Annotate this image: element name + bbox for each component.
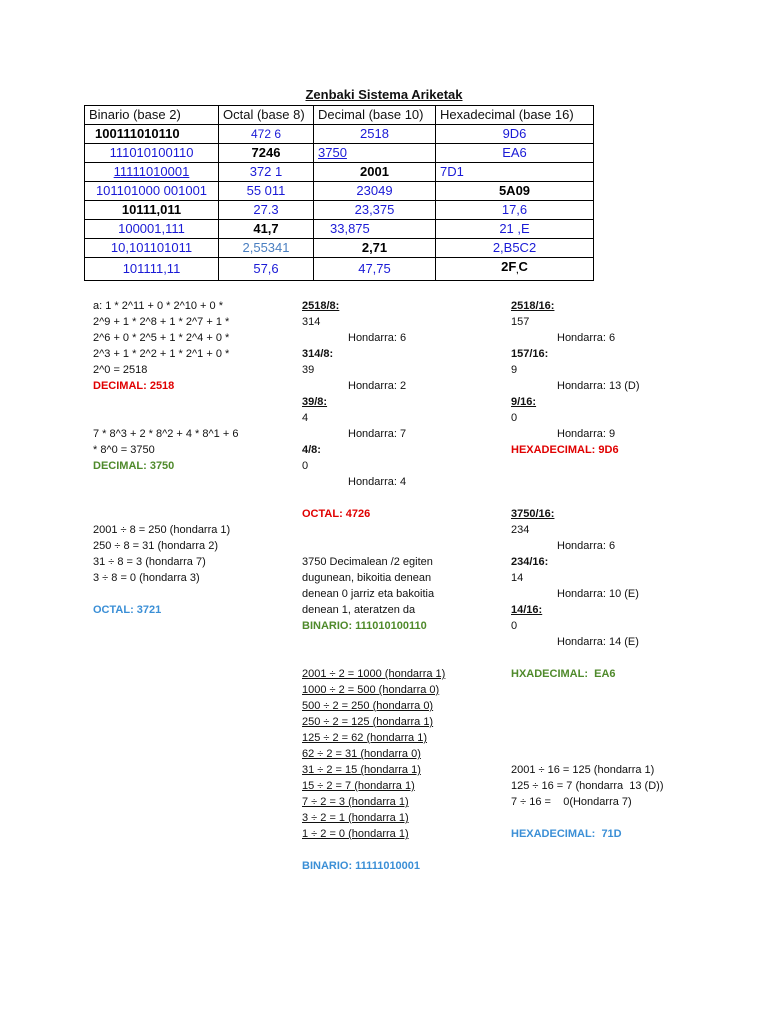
cell-octal: 55 011	[219, 182, 314, 201]
calc-line: 2^3 + 1 * 2^2 + 1 * 2^1 + 0 *	[93, 348, 230, 360]
page-title: Zenbaki Sistema Ariketak	[305, 87, 463, 102]
cell-hexadecimal: 21 ,E	[436, 220, 594, 239]
step-remainder: Hondarra: 6	[348, 332, 407, 344]
cell-binary: 111010100110	[85, 144, 219, 163]
table-row	[85, 144, 594, 163]
table-row	[85, 163, 594, 182]
step-remainder: Hondarra: 6	[557, 540, 616, 552]
step-quotient: 0	[511, 412, 518, 424]
step-header: 3750/16:	[511, 508, 555, 520]
step-remainder: Hondarra: 7	[348, 428, 407, 440]
division-line: 15 ÷ 2 = 7 (hondarra 1)	[302, 780, 415, 792]
cell-binary: 10111,011	[85, 201, 219, 220]
division-line: 2001 ÷ 2 = 1000 (hondarra 1)	[302, 668, 446, 680]
cell-octal: 57,6	[219, 258, 314, 281]
table-row	[85, 182, 594, 201]
calc-line: * 8^0 = 3750	[93, 444, 155, 456]
calc-line: 2^9 + 1 * 2^8 + 1 * 2^7 + 1 *	[93, 316, 230, 328]
result-octal-3721: OCTAL: 3721	[93, 604, 162, 616]
division-line: 2001 ÷ 16 = 125 (hondarra 1)	[511, 764, 655, 776]
step-header: 157/16:	[511, 348, 549, 360]
cell-binary: 11111010001	[85, 163, 219, 182]
calc-line: 7 * 8^3 + 2 * 8^2 + 4 * 8^1 + 6	[93, 428, 239, 440]
calc-line: 2^6 + 0 * 2^5 + 1 * 2^4 + 0 *	[93, 332, 230, 344]
step-header: 234/16:	[511, 556, 549, 568]
cell-decimal: 2,71	[314, 239, 436, 258]
cell-octal: 472 6	[219, 125, 314, 144]
calc-line: 3 ÷ 8 = 0 (hondarra 3)	[93, 572, 200, 584]
step-quotient: 234	[511, 524, 530, 536]
division-line: 31 ÷ 2 = 15 (hondarra 1)	[302, 764, 421, 776]
cell-decimal: 3750	[314, 144, 436, 163]
result-hex-71d: HEXADECIMAL: 71D	[511, 828, 622, 840]
hex-tail: C	[518, 259, 528, 274]
hex-value: 2F	[501, 259, 517, 274]
step-header: 9/16:	[511, 396, 537, 408]
result-hex-ea6: HXADECIMAL: EA6	[511, 668, 616, 680]
calc-line: 2^0 = 2518	[93, 364, 148, 376]
division-line: 125 ÷ 2 = 62 (hondarra 1)	[302, 732, 427, 744]
text-line: denean 0 jarriz eta bakoitia	[302, 588, 435, 600]
result-hex-9d6: HEXADECIMAL: 9D6	[511, 444, 619, 456]
step-remainder: Hondarra: 2	[348, 380, 407, 392]
calc-line: a: 1 * 2^11 + 0 * 2^10 + 0 *	[93, 300, 223, 312]
step-quotient: 0	[511, 620, 518, 632]
header-binary: Binario (base 2)	[85, 106, 219, 125]
division-line: 500 ÷ 2 = 250 (hondarra 0)	[302, 700, 434, 712]
step-header: 4/8:	[302, 444, 321, 456]
calc-line: 31 ÷ 8 = 3 (hondarra 7)	[93, 556, 206, 568]
cell-hexadecimal: 5A09	[436, 182, 594, 201]
cell-decimal: 47,75	[314, 258, 436, 281]
left-column	[93, 298, 293, 618]
cell-octal: 372 1	[219, 163, 314, 182]
result-octal-4726: OCTAL: 4726	[302, 508, 371, 520]
step-quotient: 157	[511, 316, 530, 328]
step-quotient: 39	[302, 364, 315, 376]
cell-decimal: 23049	[314, 182, 436, 201]
cell-hexadecimal: 17,6	[436, 201, 594, 220]
result-binary-3750: BINARIO: 111010100110	[302, 620, 427, 632]
header-octal: Octal (base 8)	[219, 106, 314, 125]
conversion-table	[84, 105, 594, 281]
step-remainder: Hondarra: 14 (E)	[557, 636, 639, 648]
cell-octal: 41,7	[219, 220, 314, 239]
cell-octal: 27.3	[219, 201, 314, 220]
step-header: 2518/8:	[302, 300, 340, 312]
result-decimal-3750: DECIMAL: 3750	[93, 460, 175, 472]
step-remainder: Hondarra: 9	[557, 428, 616, 440]
step-quotient: 9	[511, 364, 518, 376]
cell-binary: 100111010110	[85, 125, 219, 144]
cell-decimal: 2001	[314, 163, 436, 182]
step-remainder: Hondarra: 6	[557, 332, 616, 344]
right-column	[511, 298, 731, 842]
cell-decimal: 23,375	[314, 201, 436, 220]
cell-binary: 101111,11	[85, 258, 219, 281]
cell-binary: 101101000 001001	[85, 182, 219, 201]
step-header: 14/16:	[511, 604, 543, 616]
calc-line: 2001 ÷ 8 = 250 (hondarra 1)	[93, 524, 231, 536]
cell-hexadecimal	[436, 258, 594, 281]
step-header: 39/8:	[302, 396, 328, 408]
cell-hexadecimal: 7D1	[436, 163, 594, 182]
cell-binary: 100001,111	[85, 220, 219, 239]
result-decimal-2518: DECIMAL: 2518	[93, 380, 175, 392]
text-line: dugunean, bikoitia denean	[302, 572, 432, 584]
step-header: 314/8:	[302, 348, 334, 360]
cell-hexadecimal: 9D6	[436, 125, 594, 144]
step-remainder: Hondarra: 10 (E)	[557, 588, 639, 600]
step-quotient: 0	[302, 460, 309, 472]
division-line: 1000 ÷ 2 = 500 (hondarra 0)	[302, 684, 440, 696]
cell-octal: 7246	[219, 144, 314, 163]
step-quotient: 314	[302, 316, 321, 328]
header-decimal: Decimal (base 10)	[314, 106, 436, 125]
text-line: 3750 Decimalean /2 egiten	[302, 556, 433, 568]
division-line: 125 ÷ 16 = 7 (hondarra 13 (D))	[511, 780, 664, 792]
table-row	[85, 125, 594, 144]
step-header: 2518/16:	[511, 300, 555, 312]
middle-column	[302, 298, 502, 874]
division-line: 250 ÷ 2 = 125 (hondarra 1)	[302, 716, 434, 728]
text-line: denean 1, ateratzen da	[302, 604, 416, 616]
cell-binary: 10,101101011	[85, 239, 219, 258]
result-binary-2001: BINARIO: 11111010001	[302, 860, 421, 872]
header-hexadecimal: Hexadecimal (base 16)	[436, 106, 594, 125]
division-line: 3 ÷ 2 = 1 (hondarra 1)	[302, 812, 409, 824]
step-remainder: Hondarra: 13 (D)	[557, 380, 640, 392]
table-row	[85, 258, 594, 281]
calc-line: 250 ÷ 8 = 31 (hondarra 2)	[93, 540, 218, 552]
table-header-row	[85, 106, 594, 125]
division-line: 7 ÷ 2 = 3 (hondarra 1)	[302, 796, 409, 808]
step-remainder: Hondarra: 4	[348, 476, 407, 488]
division-line: 7 ÷ 16 = 0(Hondarra 7)	[511, 796, 632, 808]
step-quotient: 14	[511, 572, 524, 584]
cell-decimal: 2518	[314, 125, 436, 144]
cell-decimal: 33,875	[314, 220, 436, 239]
table-row	[85, 220, 594, 239]
division-line: 1 ÷ 2 = 0 (hondarra 1)	[302, 828, 409, 840]
hex-subscript: ,	[516, 266, 519, 275]
step-quotient: 4	[302, 412, 309, 424]
table-row	[85, 201, 594, 220]
cell-octal: 2,55341	[219, 239, 314, 258]
cell-hexadecimal: EA6	[436, 144, 594, 163]
cell-hexadecimal: 2,B5C2	[436, 239, 594, 258]
table-row	[85, 239, 594, 258]
division-line: 62 ÷ 2 = 31 (hondarra 0)	[302, 748, 421, 760]
